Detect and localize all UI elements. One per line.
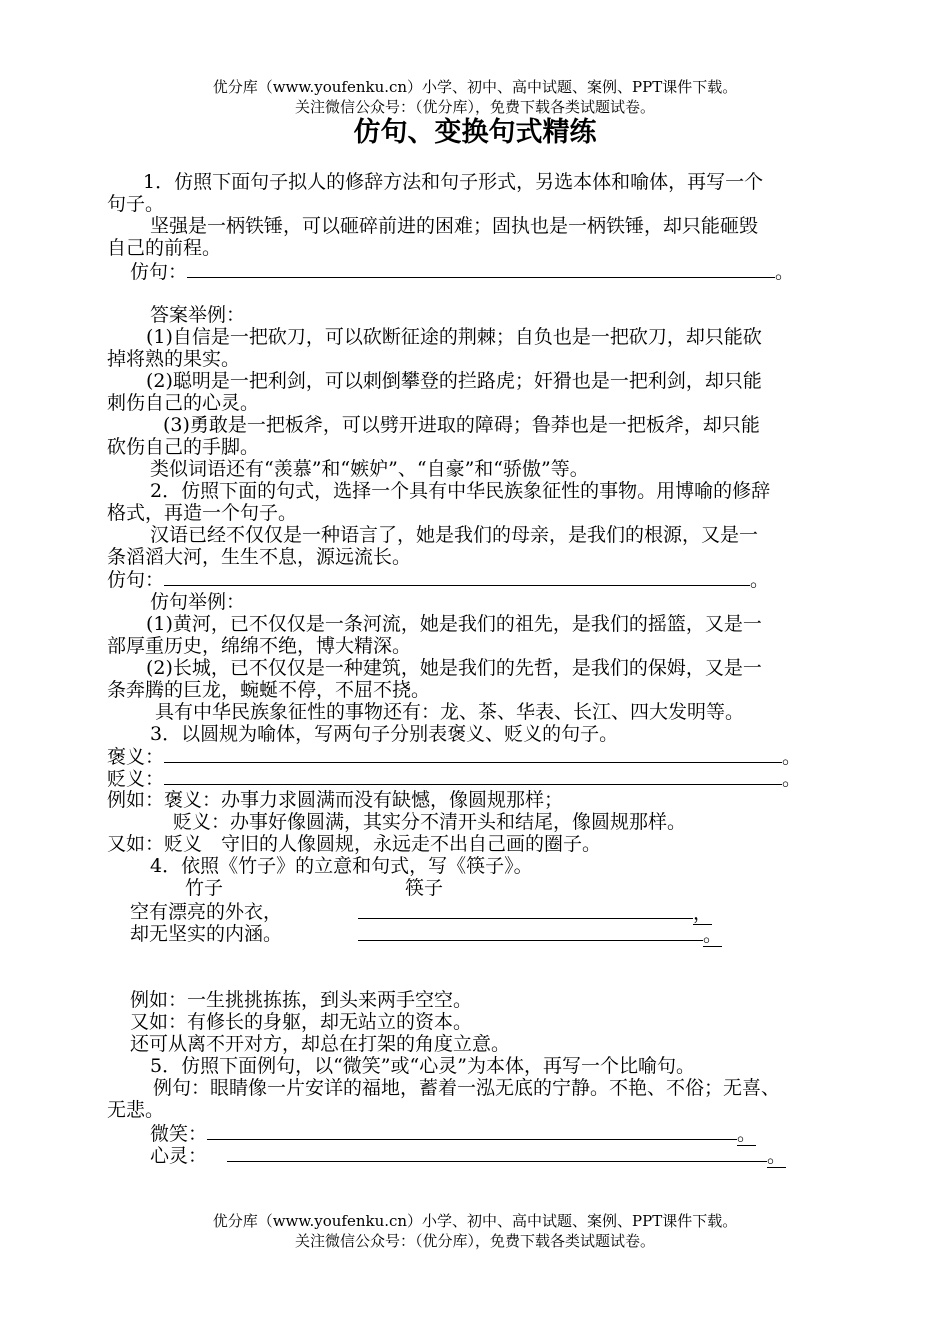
q3-praise-label: 褒义： [107, 746, 165, 768]
q4-blank-1-end: ， [693, 902, 713, 924]
q3-example-1: 例如：褒义：办事力求圆满而没有缺憾，像圆规那样； [107, 789, 564, 811]
q3-prompt: 3．以圆规为喻体，写两句子分别表褒义、贬义的句子。 [150, 723, 619, 745]
q1-sample-1: (1)自信是一把砍刀，可以砍断征途的荆棘；自负也是一把砍刀，却只能砍 [146, 326, 762, 348]
q5-smile-blank[interactable] [207, 1121, 737, 1140]
q2-answer-label: 仿句举例： [150, 591, 246, 613]
q2-sample-2: (2)长城，已不仅仅是一种建筑，她是我们的先哲，是我们的保姆，又是一 [146, 657, 762, 679]
q5-smile-end: 。 [737, 1123, 757, 1145]
q2-answer-blank[interactable] [164, 567, 750, 586]
q2-blank-end: 。 [750, 569, 770, 591]
q5-heart-label: 心灵： [150, 1145, 208, 1167]
q1-answer-blank[interactable] [187, 259, 775, 278]
q4-line-1: 空有漂亮的外衣， [130, 901, 283, 923]
q2-prompt-cont: 格式，再造一个句子。 [107, 502, 298, 524]
q3-derog-label: 贬义： [107, 768, 165, 790]
q3-praise-blank[interactable] [164, 744, 782, 763]
q1-answer-row [130, 259, 794, 284]
q2-answer-row [107, 567, 769, 592]
q4-col-bamboo: 竹子 [185, 877, 224, 899]
q3-derog-end: 。 [782, 768, 802, 790]
q2-blank-label: 仿句： [107, 569, 165, 591]
q5-smile-label: 微笑： [150, 1123, 208, 1145]
q1-blank-end: 。 [775, 261, 795, 283]
footer-line-2: 关注微信公众号：（优分库），免费下载各类试题试卷。 [294, 1232, 655, 1250]
q1-sample-1-cont: 掉将熟的果实。 [107, 348, 241, 370]
q4-answer-blank-2[interactable] [358, 922, 703, 941]
q3-derog-blank[interactable] [164, 766, 782, 785]
q4-line-2: 却无坚实的内涵。 [130, 923, 283, 945]
q1-blank-label: 仿句： [130, 261, 188, 283]
q1-sample-2: (2)聪明是一把利剑，可以刺倒攀登的拦路虎；奸猾也是一把利剑，却只能 [146, 370, 762, 392]
q2-other-symbols: 具有中华民族象征性的事物还有：龙、茶、华表、长江、四大发明等。 [155, 701, 745, 723]
q2-example: 汉语已经不仅仅是一种语言了，她是我们的母亲，是我们的根源，又是一 [150, 524, 759, 546]
q5-example: 例句：眼睛像一片安详的福地，蓄着一泓无底的宁静。不艳、不俗；无喜、 [153, 1077, 781, 1099]
q3-praise-end: 。 [782, 746, 802, 768]
q4-col-chopsticks: 筷子 [405, 877, 444, 899]
q5-heart-blank[interactable] [227, 1143, 767, 1162]
q2-prompt: 2．仿照下面的句式，选择一个具有中华民族象征性的事物。用博喻的修辞 [150, 480, 771, 502]
q2-sample-1: (1)黄河，已不仅仅是一条河流，她是我们的祖先，是我们的摇篮，又是一 [146, 613, 762, 635]
q4-blank-2-end: 。 [703, 924, 723, 946]
q5-heart-row [150, 1143, 786, 1168]
q3-example-2: 贬义：办事好像圆满，其实分不清开头和结尾，像圆规那样。 [173, 811, 687, 833]
q4-example-1: 例如：一生挑挑拣拣，到头来两手空空。 [130, 989, 473, 1011]
q1-sample-3: (3)勇敢是一把板斧，可以劈开进取的障碍；鲁莽也是一把板斧，却只能 [163, 414, 760, 436]
q4-answer-blank-1[interactable] [358, 900, 693, 919]
q1-example: 坚强是一柄铁锤，可以砸碎前进的困难；固执也是一柄铁锤，却只能砸毁 [150, 215, 759, 237]
q1-example-cont: 自己的前程。 [107, 237, 222, 259]
q4-prompt: 4．依照《竹子》的立意和句式，写《筷子》。 [150, 855, 533, 877]
header-line-1: 优分库（www.youfenku.cn）小学、初中、高中试题、案例、PPT课件下载。 [212, 78, 738, 96]
q4-example-2: 又如：有修长的身躯，却无站立的资本。 [130, 1011, 473, 1033]
q1-prompt-cont: 句子。 [107, 193, 165, 215]
header-line-2: 关注微信公众号：（优分库），免费下载各类试题试卷。 [294, 98, 655, 116]
q2-example-cont: 条滔滔大河，生生不息，源远流长。 [107, 546, 412, 568]
footer-line-1: 优分库（www.youfenku.cn）小学、初中、高中试题、案例、PPT课件下载。 [212, 1212, 738, 1230]
page-title: 仿句、变换句式精练 [353, 117, 597, 148]
q1-similar-words: 类似词语还有“羡慕”和“嫉妒”、“自豪”和“骄傲”等。 [150, 458, 589, 480]
q5-example-cont: 无悲。 [107, 1099, 165, 1121]
q2-sample-2-cont: 条奔腾的巨龙，蜿蜒不停，不屈不挠。 [107, 679, 431, 701]
q4-answer-row-2 [358, 922, 722, 947]
q3-example-3: 又如：贬义 守旧的人像圆规，永远走不出自己画的圈子。 [107, 833, 602, 855]
q4-example-3: 还可从离不开对方，却总在打架的角度立意。 [130, 1033, 511, 1055]
q1-answer-label: 答案举例： [150, 304, 246, 326]
q1-prompt: 1．仿照下面句子拟人的修辞方法和句子形式，另选本体和喻体，再写一个 [143, 171, 764, 193]
q2-sample-1-cont: 部厚重历史，绵绵不绝，博大精深。 [107, 635, 412, 657]
q5-prompt: 5．仿照下面例句，以“微笑”或“心灵”为本体，再写一个比喻句。 [150, 1055, 695, 1077]
q1-sample-2-cont: 刺伤自己的心灵。 [107, 392, 260, 414]
q5-heart-end: 。 [767, 1145, 787, 1167]
q1-sample-3-cont: 砍伤自己的手脚。 [107, 436, 260, 458]
